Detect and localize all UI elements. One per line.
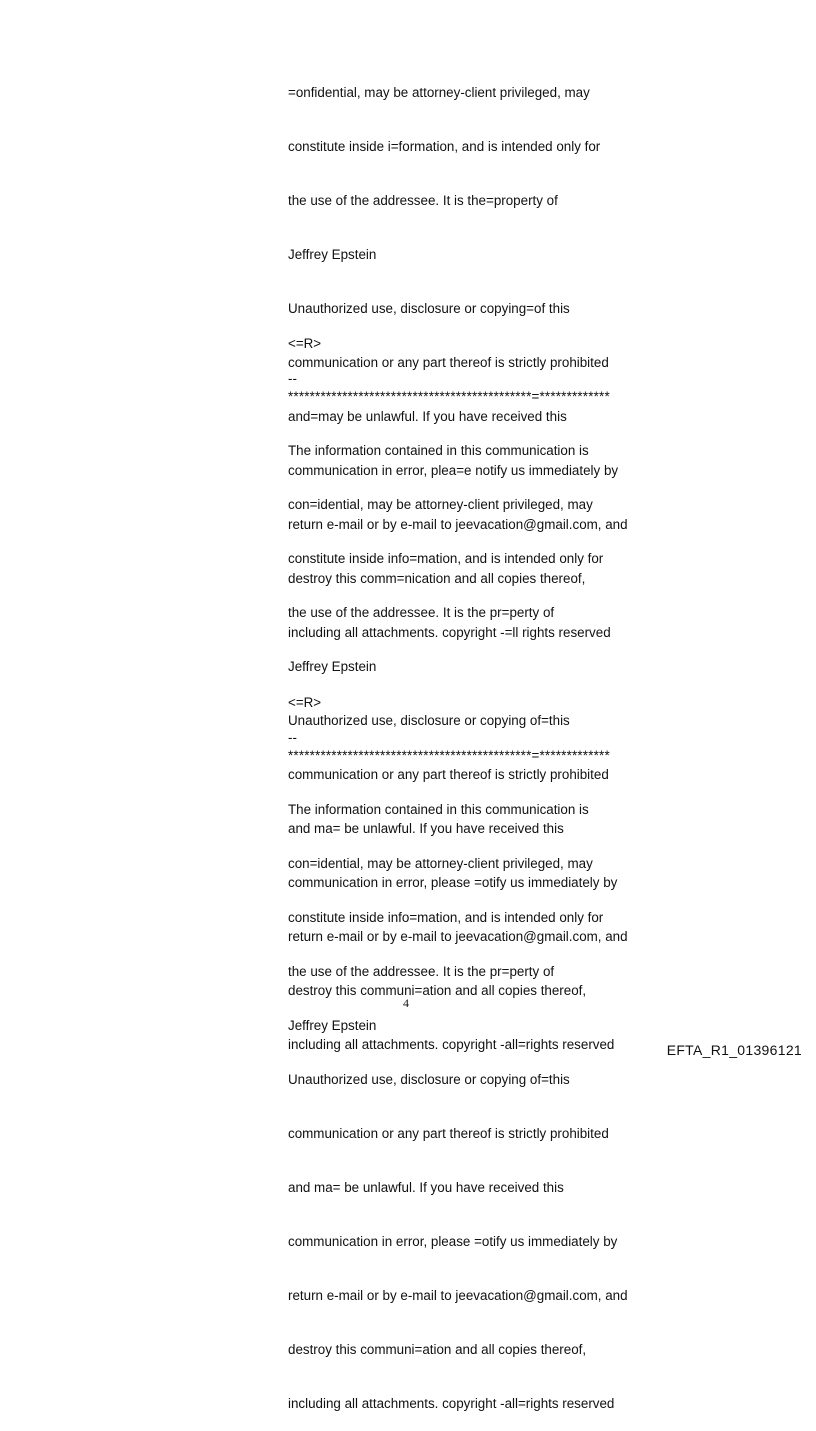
- text-line: including all attachments. copyright -all=rights reserved: [288, 1396, 615, 1411]
- text-line: Jeffrey Epstein: [288, 659, 377, 674]
- text-line: destroy this communi=ation and all copies thereof,: [288, 983, 587, 998]
- signature-dashes-2: --: [288, 730, 297, 745]
- text-line: communication or any part thereof is strictly prohibited: [288, 355, 609, 370]
- text-line: including all attachments. copyright -=ll rights reserved: [288, 625, 611, 640]
- signature-dashes-1: --: [288, 371, 297, 386]
- text-line: and ma= be unlawful. If you have received this: [288, 1180, 564, 1195]
- reply-marker-1: <=R>: [288, 336, 322, 351]
- text-line: constitute inside i=formation, and is intended only for: [288, 139, 601, 154]
- text-line: return e-mail or by e-mail to jeevacation@gmail.com, and: [288, 929, 628, 944]
- text-line: and ma= be unlawful. If you have received this: [288, 821, 564, 836]
- separator-stars-2: *********************************************=*************: [288, 748, 610, 763]
- text-line: return e-mail or by e-mail to jeevacation@gmail.com, and: [288, 1288, 628, 1303]
- text-line: communication in error, please =otify us immediately by: [288, 1234, 618, 1249]
- disclaimer-block-3: [288, 765, 628, 1431]
- text-line: destroy this comm=nication and all copies thereof,: [288, 571, 586, 586]
- text-line: including all attachments. copyright -all=rights reserved: [288, 1037, 615, 1052]
- text-line: the use of the addressee. It is the pr=perty of: [288, 964, 555, 979]
- text-line: Jeffrey Epstein: [288, 1018, 377, 1033]
- text-line: communication or any part thereof is strictly prohibited: [288, 1126, 609, 1141]
- document-id: EFTA_R1_01396121: [666, 1042, 802, 1058]
- text-line: Jeffrey Epstein: [288, 247, 377, 262]
- text-line: constitute inside info=mation, and is intended only for: [288, 910, 604, 925]
- text-line: constitute inside info=mation, and is intended only for: [288, 551, 604, 566]
- text-line: The information contained in this communication is: [288, 802, 589, 817]
- text-line: Unauthorized use, disclosure or copying=of this: [288, 301, 570, 316]
- text-line: and=may be unlawful. If you have received this: [288, 409, 567, 424]
- text-line: communication in error, plea=e notify us immediately by: [288, 463, 619, 478]
- reply-marker-2: <=R>: [288, 695, 322, 710]
- text-line: the use of the addressee. It is the pr=perty of: [288, 605, 555, 620]
- text-line: the use of the addressee. It is the=property of: [288, 193, 558, 208]
- separator-stars-1: *********************************************=*************: [288, 389, 610, 404]
- text-line: con=idential, may be attorney-client privileged, may: [288, 497, 593, 512]
- text-line: Unauthorized use, disclosure or copying of=this: [288, 1072, 570, 1087]
- text-line: destroy this communi=ation and all copies thereof,: [288, 1342, 587, 1357]
- text-line: communication or any part thereof is strictly prohibited: [288, 767, 609, 782]
- text-line: con=idential, may be attorney-client privileged, may: [288, 856, 593, 871]
- text-line: communication in error, please =otify us immediately by: [288, 875, 618, 890]
- page-number: 4: [403, 996, 409, 1010]
- text-line: =onfidential, may be attorney-client privileged, may: [288, 85, 590, 100]
- text-line: The information contained in this communication is: [288, 443, 589, 458]
- text-line: Unauthorized use, disclosure or copying of=this: [288, 713, 570, 728]
- text-line: return e-mail or by e-mail to jeevacation@gmail.com, and: [288, 517, 628, 532]
